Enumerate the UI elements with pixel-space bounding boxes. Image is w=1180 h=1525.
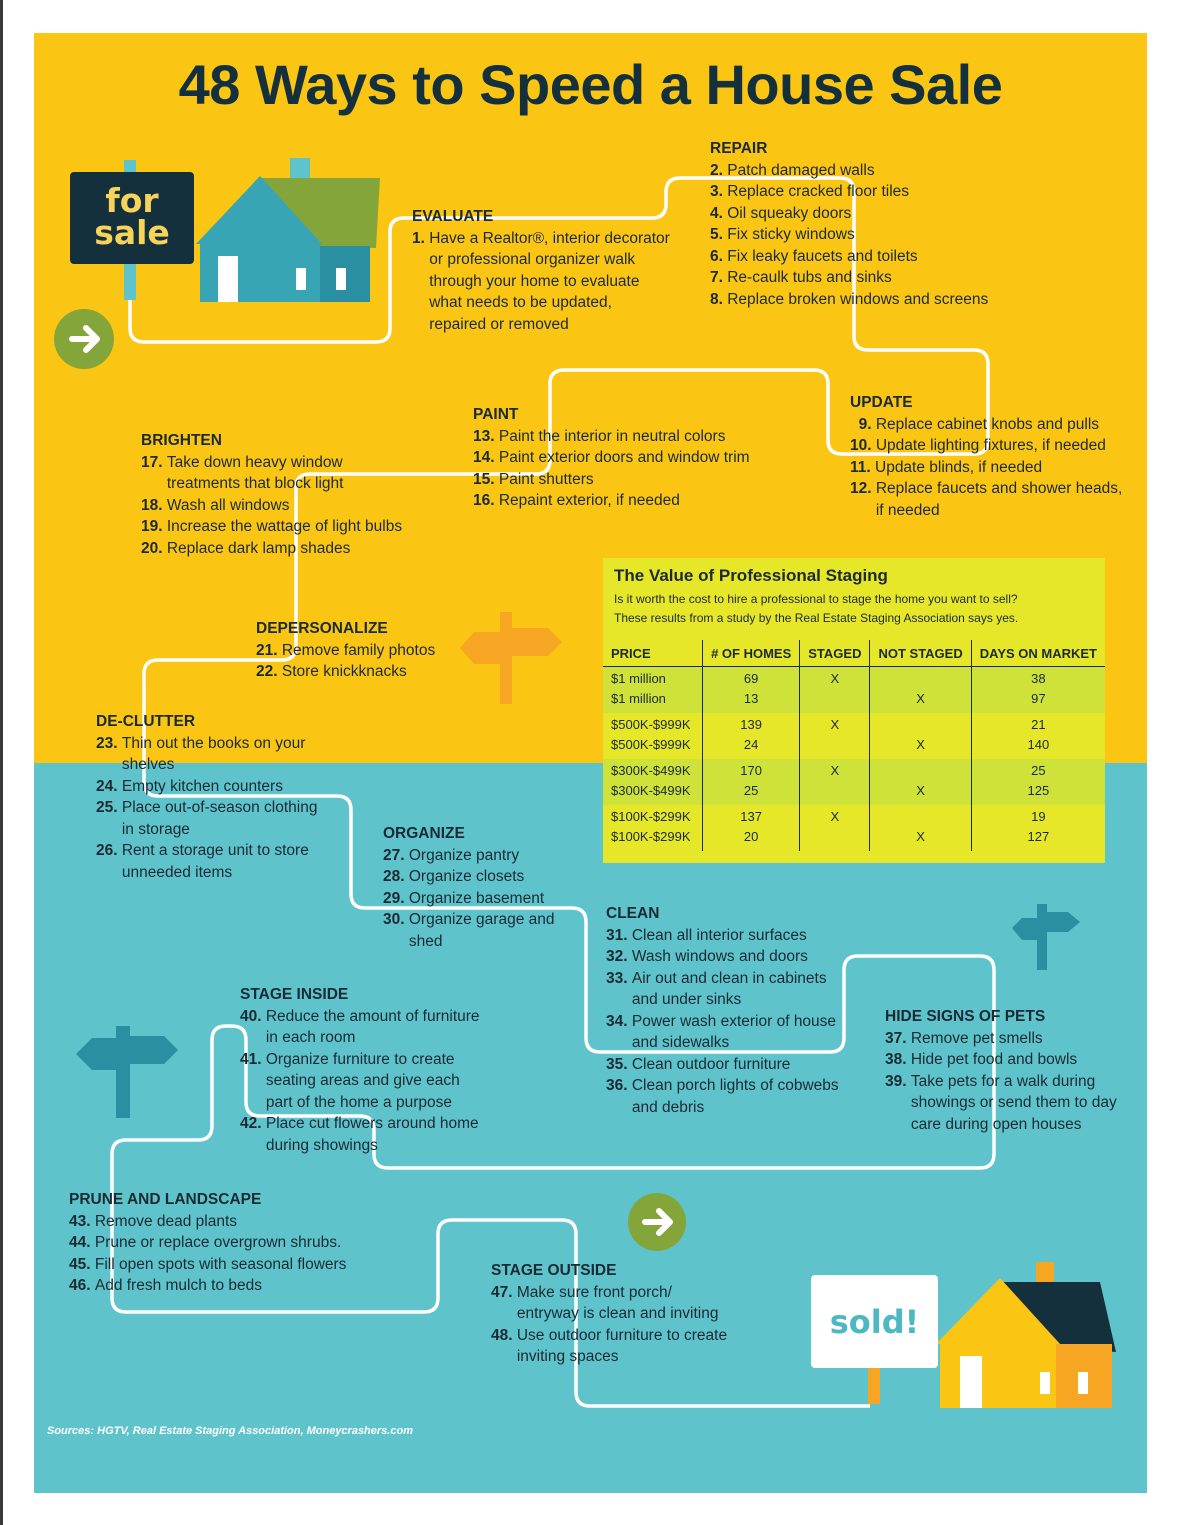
clean-heading: CLEAN xyxy=(606,905,660,922)
list-item: 48. Use outdoor furniture to create inviting spaces xyxy=(491,1326,728,1365)
organize-heading: ORGANIZE xyxy=(383,825,465,842)
not-staged-cell: X xyxy=(870,667,971,714)
staged-cell: X xyxy=(800,805,870,851)
not-staged-cell: X xyxy=(870,759,971,805)
column-header: # OF HOMES xyxy=(703,640,800,667)
pets-heading: HIDE SIGNS OF PETS xyxy=(885,1008,1046,1025)
price-cell: $500K-$999K $500K-$999K xyxy=(611,717,691,752)
sources-note: Sources: HGTV, Real Estate Staging Association, Moneycrashers.com xyxy=(47,1425,413,1437)
list-item: 2. Patch damaged walls xyxy=(710,161,875,179)
list-item: 17. Take down heavy window treatments that block light xyxy=(141,453,344,492)
homes-cell: 69 13 xyxy=(703,667,800,714)
list-item: 16. Repaint exterior, if needed xyxy=(473,492,680,509)
list-item: 10. Update lighting fixtures, if needed xyxy=(850,437,1106,454)
list-item: 3. Replace cracked floor tiles xyxy=(710,183,910,200)
homes-cell: 137 20 xyxy=(703,805,800,851)
column-header: DAYS ON MARKET xyxy=(971,640,1105,667)
column-header: STAGED xyxy=(800,640,870,667)
staged-cell: X xyxy=(800,667,870,714)
price-cell: $1 million $1 million xyxy=(611,671,666,706)
staging-subtitle-2: These results from a study by the Real Estate Staging Association says yes. xyxy=(614,611,1019,625)
sold-text: sold! xyxy=(829,1303,920,1341)
list-item: 32. Wash windows and doors xyxy=(606,948,808,965)
column-header: PRICE xyxy=(603,640,703,667)
list-item: 26. Rent a storage unit to store unneeded items xyxy=(96,842,309,881)
brighten-heading: BRIGHTEN xyxy=(141,432,222,449)
homes-cell: 139 24 xyxy=(703,713,800,759)
for-sale-line2: sale xyxy=(94,213,170,252)
list-item: 25. Place out-of-season clothing in storage xyxy=(96,799,318,838)
staged-cell: X xyxy=(800,713,870,759)
list-item: 46. Add fresh mulch to beds xyxy=(69,1277,263,1294)
price-cell: $300K-$499K $300K-$499K xyxy=(611,763,691,798)
list-item: 47. Make sure front porch/ entryway is clean and inviting xyxy=(491,1283,719,1322)
list-item: 12. Replace faucets and shower heads, if needed xyxy=(850,480,1123,519)
column-header: NOT STAGED xyxy=(870,640,971,667)
update-heading: UPDATE xyxy=(850,394,913,411)
list-item: 43. Remove dead plants xyxy=(69,1212,238,1230)
price-cell: $100K-$299K $100K-$299K xyxy=(611,809,691,844)
declutter-heading: DE-CLUTTER xyxy=(96,713,196,730)
depersonalize-heading: DEPERSONALIZE xyxy=(256,620,388,637)
paint-heading: PAINT xyxy=(473,406,519,423)
evaluate-heading: EVALUATE xyxy=(412,208,494,225)
homes-cell: 170 25 xyxy=(703,759,800,805)
list-item: 37. Remove pet smells xyxy=(885,1029,1043,1047)
list-item: 27. Organize pantry xyxy=(383,846,520,864)
days-cell: 25 125 xyxy=(971,759,1105,805)
list-item: 21. Remove family photos xyxy=(256,641,436,659)
list-item: 19. Increase the wattage of light bulbs xyxy=(141,518,403,535)
list-item: 34. Power wash exterior of house and sidewalks xyxy=(606,1012,837,1051)
not-staged-cell: X xyxy=(870,805,971,851)
not-staged-cell: X xyxy=(870,713,971,759)
page-title: 48 Ways to Speed a House Sale xyxy=(178,53,1003,116)
list-item: 30. Organize garage and shed xyxy=(383,911,555,950)
list-item: 41. Organize furniture to create seating areas and give each part of the home a purpose xyxy=(240,1050,460,1111)
list-item: 22. Store knickknacks xyxy=(256,663,407,680)
list-item: 13. Paint the interior in neutral colors xyxy=(473,427,726,445)
list-item: 38. Hide pet food and bowls xyxy=(885,1051,1078,1068)
list-item: 35. Clean outdoor furniture xyxy=(606,1055,791,1073)
list-item: 4. Oil squeaky doors xyxy=(710,204,852,222)
days-cell: 19 127 xyxy=(971,805,1105,851)
list-item: 42. Place cut flowers around home during showings xyxy=(240,1115,479,1154)
list-item: 31. Clean all interior surfaces xyxy=(606,926,807,944)
stage-inside-heading: STAGE INSIDE xyxy=(240,986,349,1003)
list-item: 7. Re-caulk tubs and sinks xyxy=(710,269,892,286)
list-item: 18. Wash all windows xyxy=(141,496,290,514)
staging-title: The Value of Professional Staging xyxy=(614,566,888,585)
list-item: 39. Take pets for a walk during showings or send them to day care during open houses xyxy=(885,1072,1117,1133)
list-item: 36. Clean porch lights of cobwebs and debris xyxy=(606,1077,839,1116)
prune-heading: PRUNE AND LANDSCAPE xyxy=(69,1191,262,1208)
stage-outside-heading: STAGE OUTSIDE xyxy=(491,1262,617,1279)
repair-heading: REPAIR xyxy=(710,140,768,157)
list-item: 44. Prune or replace overgrown shrubs. xyxy=(69,1234,342,1251)
list-item: 6. Fix leaky faucets and toilets xyxy=(710,247,918,265)
days-cell: 21 140 xyxy=(971,713,1105,759)
list-item: 24. Empty kitchen counters xyxy=(96,777,283,795)
list-item: 23. Thin out the books on your shelves xyxy=(96,734,306,773)
list-item: 45. Fill open spots with seasonal flowers xyxy=(69,1255,347,1273)
list-item: 15. Paint shutters xyxy=(473,470,594,488)
list-item: 40. Reduce the amount of furniture in each room xyxy=(240,1007,480,1046)
for-sale-line1: for xyxy=(105,181,159,220)
list-item: 1. Have a Realtor®, interior decorator or professional organizer walk through your home to evaluate what needs to be updated, repaired or removed xyxy=(412,229,670,333)
list-item: 11. Update blinds, if needed xyxy=(850,458,1043,476)
list-item: 28. Organize closets xyxy=(383,868,525,885)
staged-cell: X xyxy=(800,759,870,805)
list-item: 5. Fix sticky windows xyxy=(710,226,855,243)
staging-subtitle-1: Is it worth the cost to hire a professional to stage the home you want to sell? xyxy=(614,592,1018,606)
list-item: 20. Replace dark lamp shades xyxy=(141,539,351,557)
list-item: 14. Paint exterior doors and window trim xyxy=(473,449,750,466)
days-cell: 38 97 xyxy=(971,667,1105,714)
list-item: 29. Organize basement xyxy=(383,889,545,907)
list-item: 33. Air out and clean in cabinets and under sinks xyxy=(606,969,827,1008)
list-item: 9. Replace cabinet knobs and pulls xyxy=(850,415,1100,433)
list-item: 8. Replace broken windows and screens xyxy=(710,290,989,308)
